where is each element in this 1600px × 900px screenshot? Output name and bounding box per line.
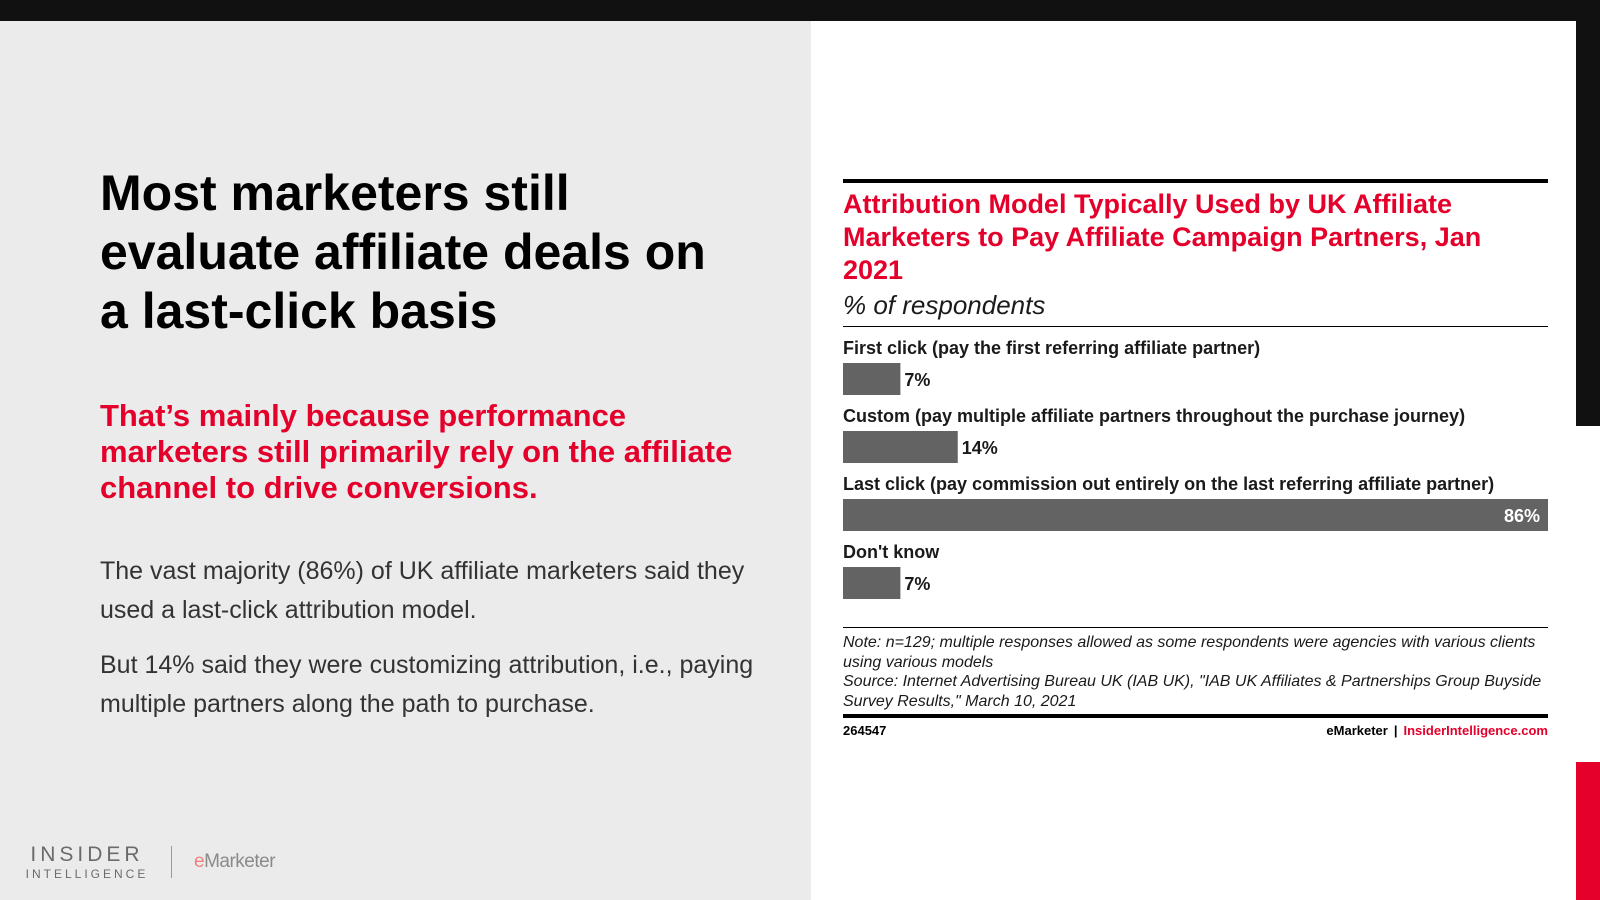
credit-separator: | [1393,723,1398,738]
chart-subtitle-rule [843,326,1548,327]
chart-id: 264547 [843,723,887,738]
value-label: 86% [1503,506,1540,526]
value-label: 7% [904,574,931,594]
category-label: Last click (pay commission out entirely on the last referring affiliate partner) [843,474,1495,494]
chart-notes [843,633,1548,711]
body-paragraph-1: The vast majority (86%) of UK affiliate marketers said they used a last-click attribution model. [100,557,745,624]
chart-bottom-rule [843,714,1548,718]
logo-divider [171,846,172,878]
insider-intelligence-logo-bottom: INTELLIGENCE [25,867,149,881]
slide-subhead: That’s mainly because performance marketers still primarily rely on the affiliate channel to drive conversions. [100,398,733,505]
value-label: 14% [961,438,998,458]
emarketer-logo-rest: Marketer [204,851,276,872]
emarketer-logo [194,851,275,873]
chart-subtitle: % of respondents [843,290,1046,320]
chart-source: Source: Internet Advertising Bureau UK (IAB UK), "IAB UK Affiliates & Partnerships Group Buyside Survey Results," March 10, 2021 [843,673,1542,710]
chart-title: Attribution Model Typically Used by UK Affiliate Marketers to Pay Affiliate Campaign Partners, Jan 2021 [843,189,1482,285]
chart-top-rule [843,179,1548,183]
chart-note: Note: n=129; multiple responses allowed as some respondents were agencies with various clients using various models [843,634,1536,671]
value-label: 7% [904,370,931,390]
chart-credit [1200,723,1548,738]
category-label: First click (pay the first referring affiliate partner) [843,338,1261,358]
bar [843,431,958,463]
slide-headline: Most marketers still evaluate affiliate deals on a last-click basis [100,165,706,339]
bar [843,567,900,599]
bar-chart [843,338,1548,618]
edge-accent-red [1576,762,1600,900]
body-paragraph-2: But 14% said they were customizing attribution, i.e., paying multiple partners along the path to purchase. [100,651,754,718]
edge-accent-light [1576,426,1600,762]
category-label: Don't know [843,542,940,562]
bar [843,499,1548,531]
edge-accent-dark [1576,21,1600,426]
chart-note-rule [843,627,1548,628]
credit-insider-intelligence: InsiderIntelligence.com [1403,723,1548,738]
top-bar [0,0,1600,21]
bar [843,363,900,395]
emarketer-logo-e: e [194,851,205,872]
category-label: Custom (pay multiple affiliate partners throughout the purchase journey) [843,406,1466,426]
insider-intelligence-logo-top: INSIDER [30,843,144,866]
credit-emarketer: eMarketer [1326,723,1388,738]
